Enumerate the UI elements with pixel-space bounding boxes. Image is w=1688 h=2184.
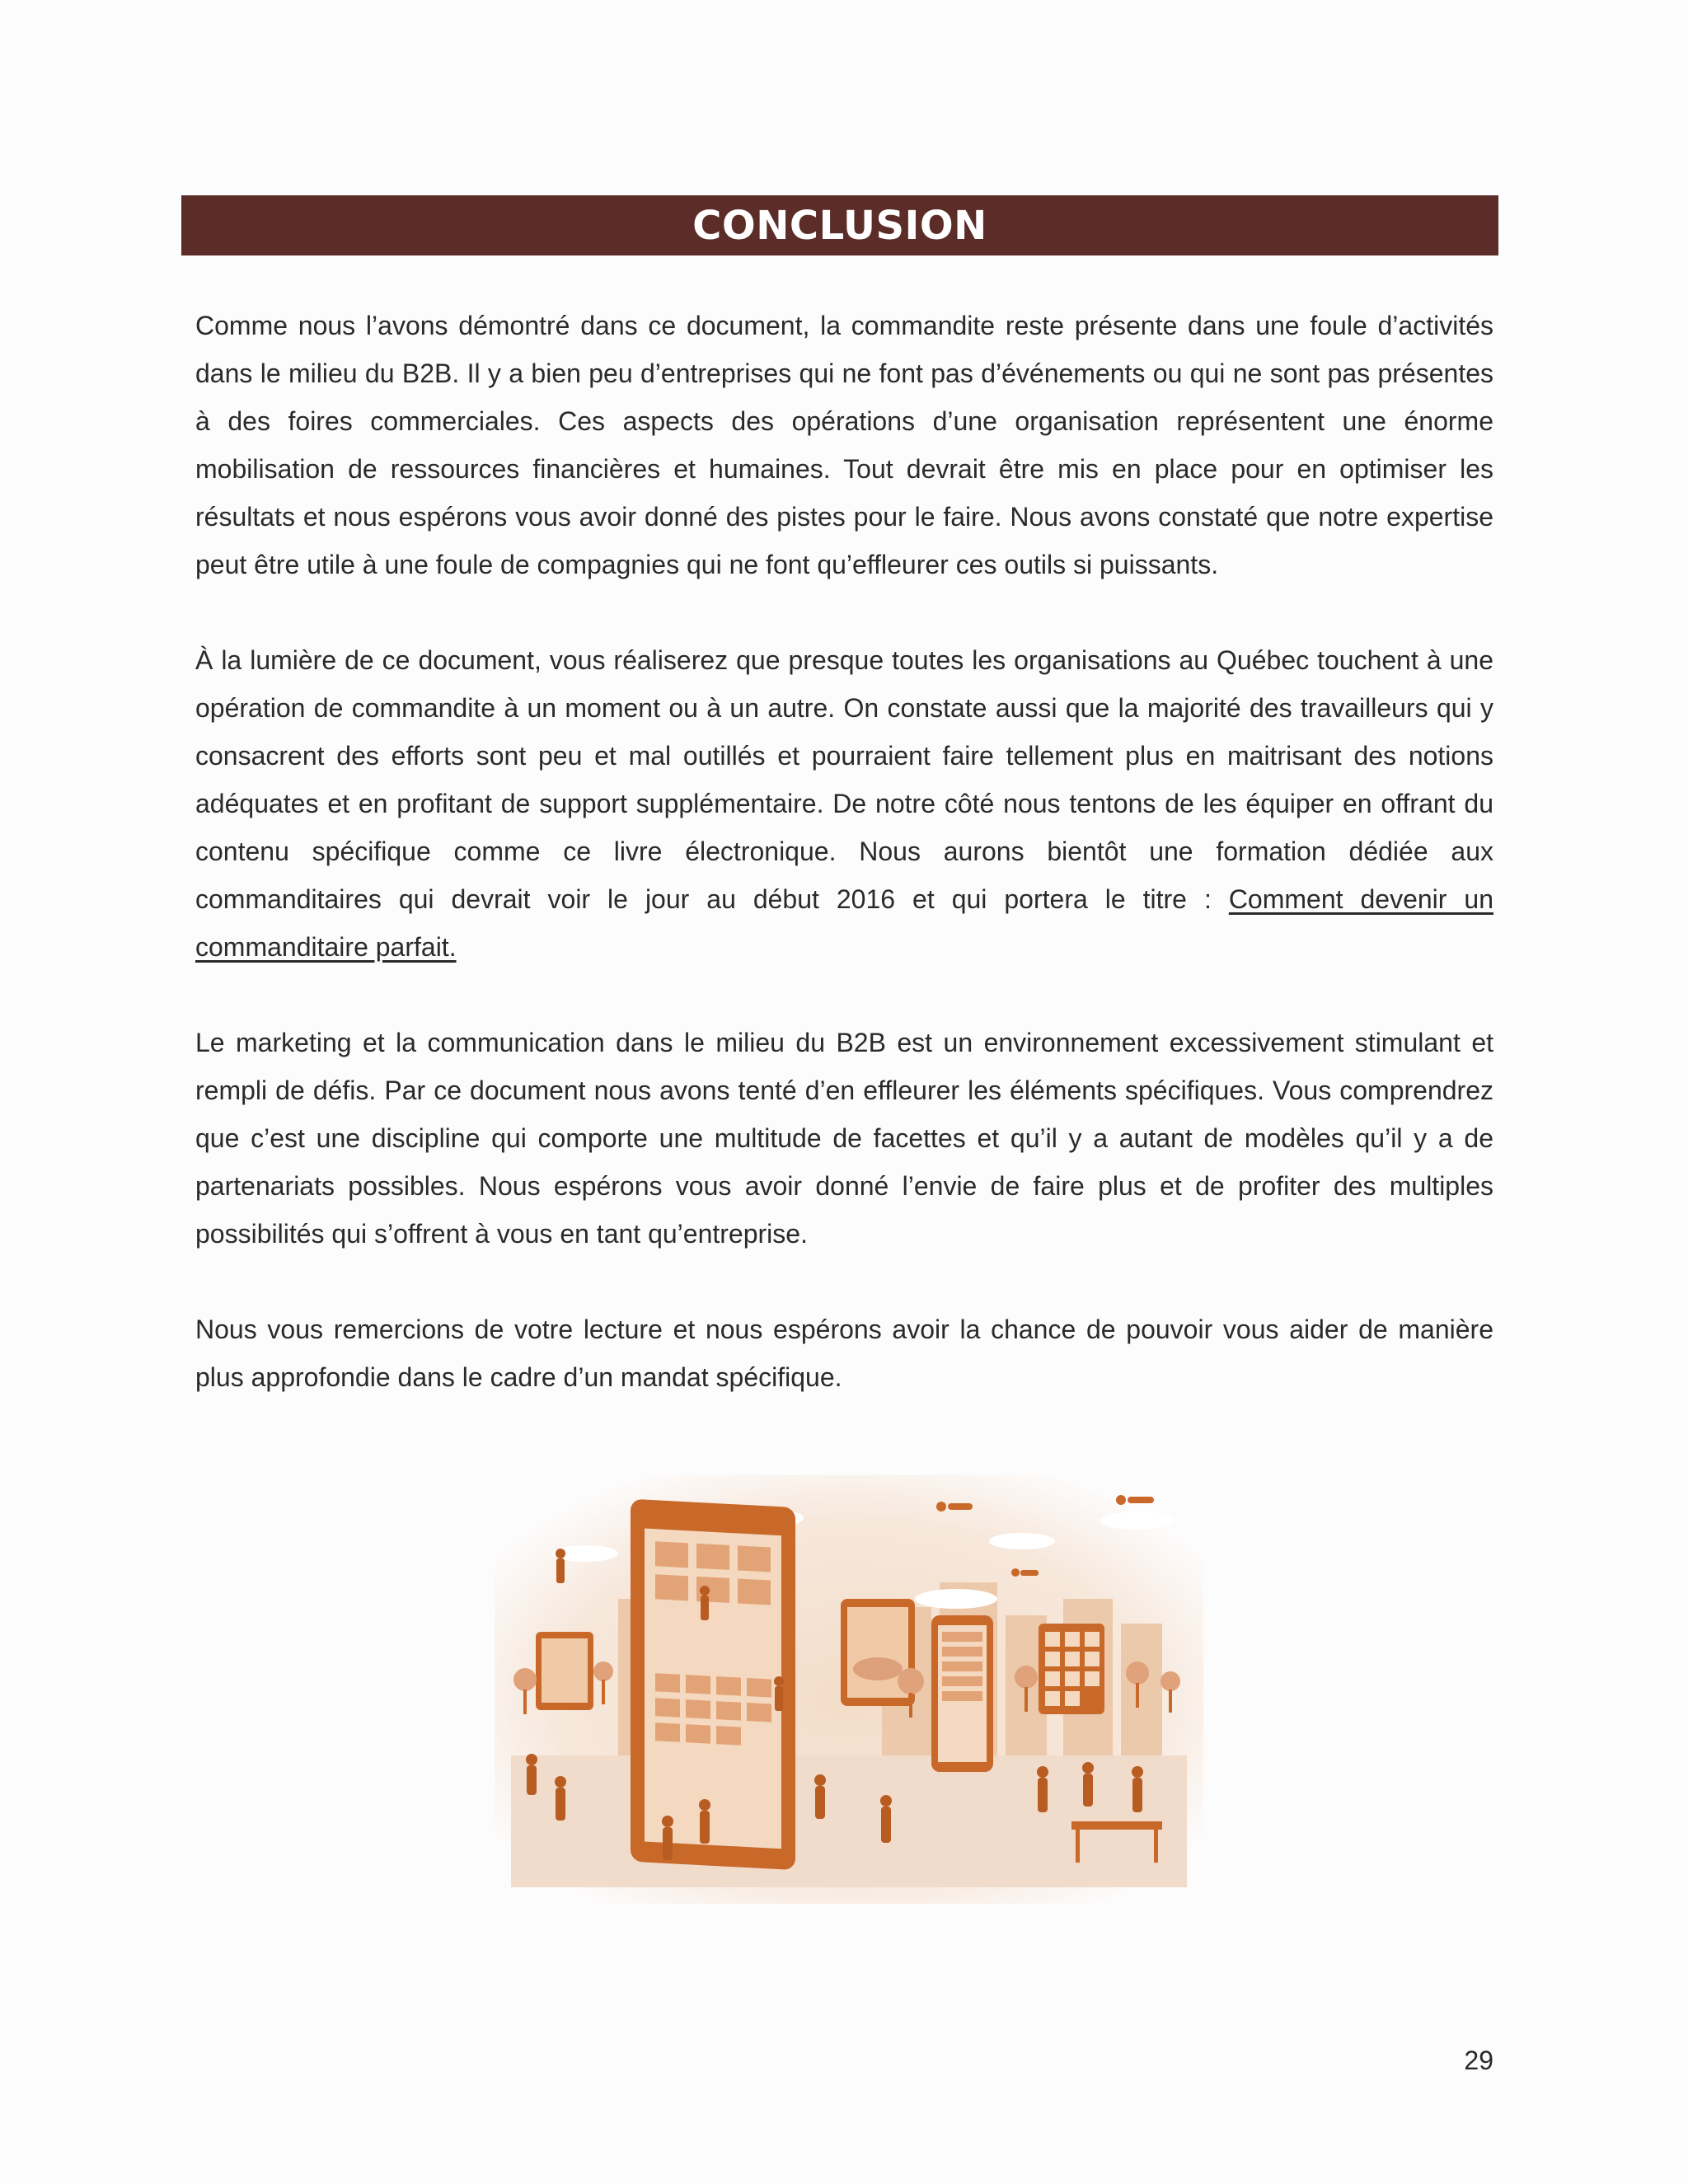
- tablet-left: [536, 1632, 593, 1710]
- giant-tablet: [631, 1499, 795, 1870]
- paragraph-2: [195, 636, 1493, 971]
- work-table: [1071, 1821, 1162, 1830]
- section-title-bar: [181, 195, 1498, 255]
- paragraph-2-text: À la lumière de ce document, vous réaliserez que presque toutes les organisations au Québec touchent à une opération de commandite à un moment ou à un autre. On constate aussi que la majorité des travailleurs qui y consacrent des efforts sont peu et mal outillés et pourraient faire tellement plus en maitrisant des notions adéquates et en profitant de support supplémentaire. De notre côté nous tentons de les équiper en offrant du contenu spécifique comme ce livre électronique. Nous aurons bientôt une formation dédiée aux commanditaires qui devrait voir le jour au début 2016 et qui portera le titre :: [195, 645, 1493, 914]
- section-title: CONCLUSION: [692, 202, 987, 249]
- tablet-phone: [931, 1615, 993, 1772]
- paragraph-1: Comme nous l’avons démontré dans ce document, la commandite reste présente dans une foule d’activités dans le milieu du B2B. Il y a bien peu d’entreprises qui ne font pas d’événements ou qui ne sont pas présentes à des foires commerciales. Ces aspects des opérations d’une organisation représentent une énorme mobilisation de ressources financières et humaines. Tout devrait être mis en place pour en optimiser les résultats et nous espérons vous avoir donné des pistes pour le faire. Nous avons constaté que notre expertise peut être utile à une foule de compagnies qui ne font qu’effleurer ces outils si puissants.: [195, 311, 1493, 579]
- paragraph-3: Le marketing et la communication dans le milieu du B2B est un environnement excessivement stimulant et rempli de défis. Par ce document nous avons tenté d’en effleurer les éléments spécifiques. Vous comprendrez que c’est une discipline qui comporte une multitude de facettes et qu’il y a autant de modèles qu’il y a de partenariats possibles. Nous espérons vous avoir donné l’envie de faire plus et de profiter des multiples possibilités qui s’offrent à vous en tant qu’entreprise.: [195, 1028, 1493, 1249]
- training-title-link[interactable]: Comment devenir un commanditaire parfait.: [195, 884, 1494, 962]
- page-number: 29: [1464, 2046, 1493, 2075]
- tablet-right: [1039, 1624, 1104, 1714]
- body-text: [195, 302, 1493, 1449]
- paragraph-4: Nous vous remercions de votre lecture et nous espérons avoir la chance de pouvoir vous aider de manière plus approfondie dans le cadre d’un mandat spécifique.: [195, 1315, 1493, 1392]
- digital-city-illustration: [495, 1475, 1203, 1904]
